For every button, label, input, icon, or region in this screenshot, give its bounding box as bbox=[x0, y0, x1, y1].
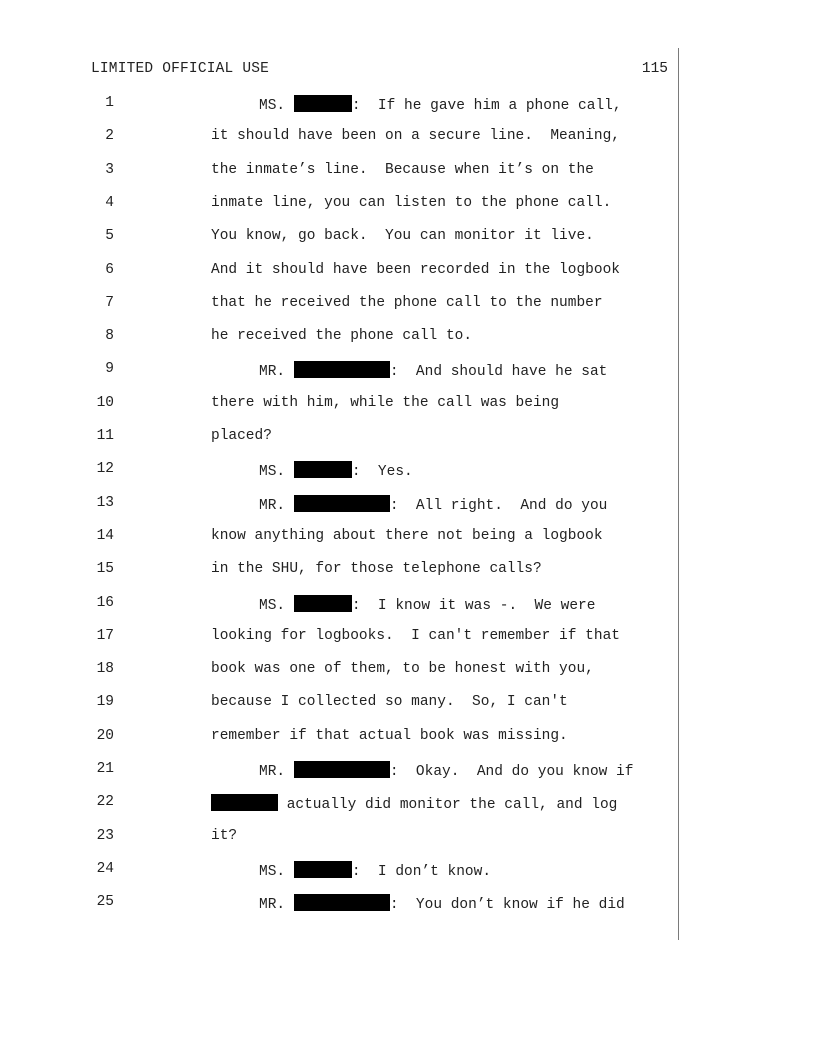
redaction-box bbox=[294, 595, 352, 612]
transcript-line bbox=[259, 361, 607, 380]
redaction-box bbox=[294, 894, 390, 911]
transcript-line bbox=[211, 728, 568, 744]
redaction-box bbox=[294, 761, 390, 778]
transcript-line bbox=[211, 661, 594, 677]
speaker-label: MS. bbox=[259, 864, 294, 880]
transcript-line bbox=[259, 595, 595, 614]
redaction-box bbox=[294, 461, 352, 478]
transcript-line bbox=[211, 828, 237, 844]
line-number: 17 bbox=[96, 628, 114, 644]
speaker-statement: : I know it was -. We were bbox=[351, 598, 596, 614]
line-text: he received the phone call to. bbox=[211, 328, 473, 344]
line-number: 6 bbox=[105, 262, 114, 278]
line-number: 23 bbox=[96, 828, 114, 844]
speaker-label: MS. bbox=[259, 98, 294, 114]
line-number: 15 bbox=[96, 561, 114, 577]
line-text: know anything about there not being a logbook bbox=[211, 528, 603, 544]
line-number: 14 bbox=[96, 528, 114, 544]
line-text: it should have been on a secure line. Meaning, bbox=[211, 128, 620, 144]
line-text: inmate line, you can listen to the phone call. bbox=[211, 195, 612, 211]
transcript-line bbox=[211, 694, 568, 710]
transcript-line bbox=[211, 162, 594, 178]
line-number: 21 bbox=[96, 761, 114, 777]
speaker-statement: : I don’t know. bbox=[351, 864, 492, 880]
transcript-line bbox=[259, 761, 633, 780]
speaker-statement: : If he gave him a phone call, bbox=[351, 98, 622, 114]
transcript-line bbox=[211, 528, 603, 544]
line-number: 5 bbox=[105, 228, 114, 244]
line-number: 24 bbox=[96, 861, 114, 877]
speaker-statement: : And should have he sat bbox=[389, 364, 608, 380]
line-text: it? bbox=[211, 828, 238, 844]
transcript-line bbox=[211, 328, 472, 344]
speaker-statement: : You don’t know if he did bbox=[389, 897, 625, 913]
line-number: 7 bbox=[105, 295, 114, 311]
transcript-line bbox=[259, 461, 413, 480]
speaker-label: MR. bbox=[259, 897, 294, 913]
line-number: 3 bbox=[105, 162, 114, 178]
line-text: actually did monitor the call, and log bbox=[278, 797, 618, 813]
line-text: You know, go back. You can monitor it live. bbox=[211, 228, 594, 244]
speaker-label: MR. bbox=[259, 764, 294, 780]
line-text: in the SHU, for those telephone calls? bbox=[211, 561, 542, 577]
transcript-line bbox=[211, 395, 559, 411]
line-number: 16 bbox=[96, 595, 114, 611]
transcript-line bbox=[211, 195, 611, 211]
line-number: 11 bbox=[96, 428, 114, 444]
transcript-line bbox=[259, 894, 625, 913]
line-text: that he received the phone call to the number bbox=[211, 295, 603, 311]
transcript-line bbox=[211, 794, 617, 813]
line-text: And it should have been recorded in the logbook bbox=[211, 262, 620, 278]
redaction-box bbox=[294, 95, 352, 112]
line-number: 12 bbox=[96, 461, 114, 477]
line-text: book was one of them, to be honest with you, bbox=[211, 661, 594, 677]
redaction-box bbox=[294, 861, 352, 878]
line-number: 20 bbox=[96, 728, 114, 744]
transcript-line bbox=[211, 128, 620, 144]
line-number: 2 bbox=[105, 128, 114, 144]
line-text: remember if that actual book was missing. bbox=[211, 728, 568, 744]
speaker-label: MR. bbox=[259, 364, 294, 380]
speaker-statement: : Okay. And do you know if bbox=[389, 764, 634, 780]
redaction-box bbox=[294, 361, 390, 378]
speaker-statement: : All right. And do you bbox=[389, 498, 608, 514]
speaker-label: MR. bbox=[259, 498, 294, 514]
line-number: 4 bbox=[105, 195, 114, 211]
line-text: the inmate’s line. Because when it’s on the bbox=[211, 162, 594, 178]
transcript-line bbox=[211, 628, 620, 644]
transcript-line bbox=[259, 861, 491, 880]
page-number: 115 bbox=[641, 61, 668, 77]
line-number: 8 bbox=[105, 328, 114, 344]
line-number: 19 bbox=[96, 694, 114, 710]
transcript-line bbox=[211, 228, 594, 244]
line-text: placed? bbox=[211, 428, 272, 444]
line-number: 22 bbox=[96, 794, 114, 810]
line-number: 18 bbox=[96, 661, 114, 677]
line-number: 9 bbox=[105, 361, 114, 377]
redaction-box bbox=[211, 794, 278, 811]
transcript-line bbox=[211, 295, 603, 311]
line-text: there with him, while the call was being bbox=[211, 395, 560, 411]
line-text: because I collected so many. So, I can't bbox=[211, 694, 568, 710]
transcript-line bbox=[259, 95, 622, 114]
line-text: looking for logbooks. I can't remember if that bbox=[211, 628, 620, 644]
line-number: 1 bbox=[105, 95, 114, 111]
transcript-line bbox=[211, 428, 272, 444]
speaker-label: MS. bbox=[259, 598, 294, 614]
transcript-line bbox=[211, 561, 542, 577]
line-number: 25 bbox=[96, 894, 114, 910]
line-number: 13 bbox=[96, 495, 114, 511]
transcript-line bbox=[259, 495, 607, 514]
transcript-line bbox=[211, 262, 620, 278]
speaker-statement: : Yes. bbox=[351, 464, 413, 480]
header-classification: LIMITED OFFICIAL USE bbox=[91, 61, 270, 77]
redaction-box bbox=[294, 495, 390, 512]
line-number: 10 bbox=[96, 395, 114, 411]
speaker-label: MS. bbox=[259, 464, 294, 480]
right-margin-rule bbox=[678, 48, 679, 940]
